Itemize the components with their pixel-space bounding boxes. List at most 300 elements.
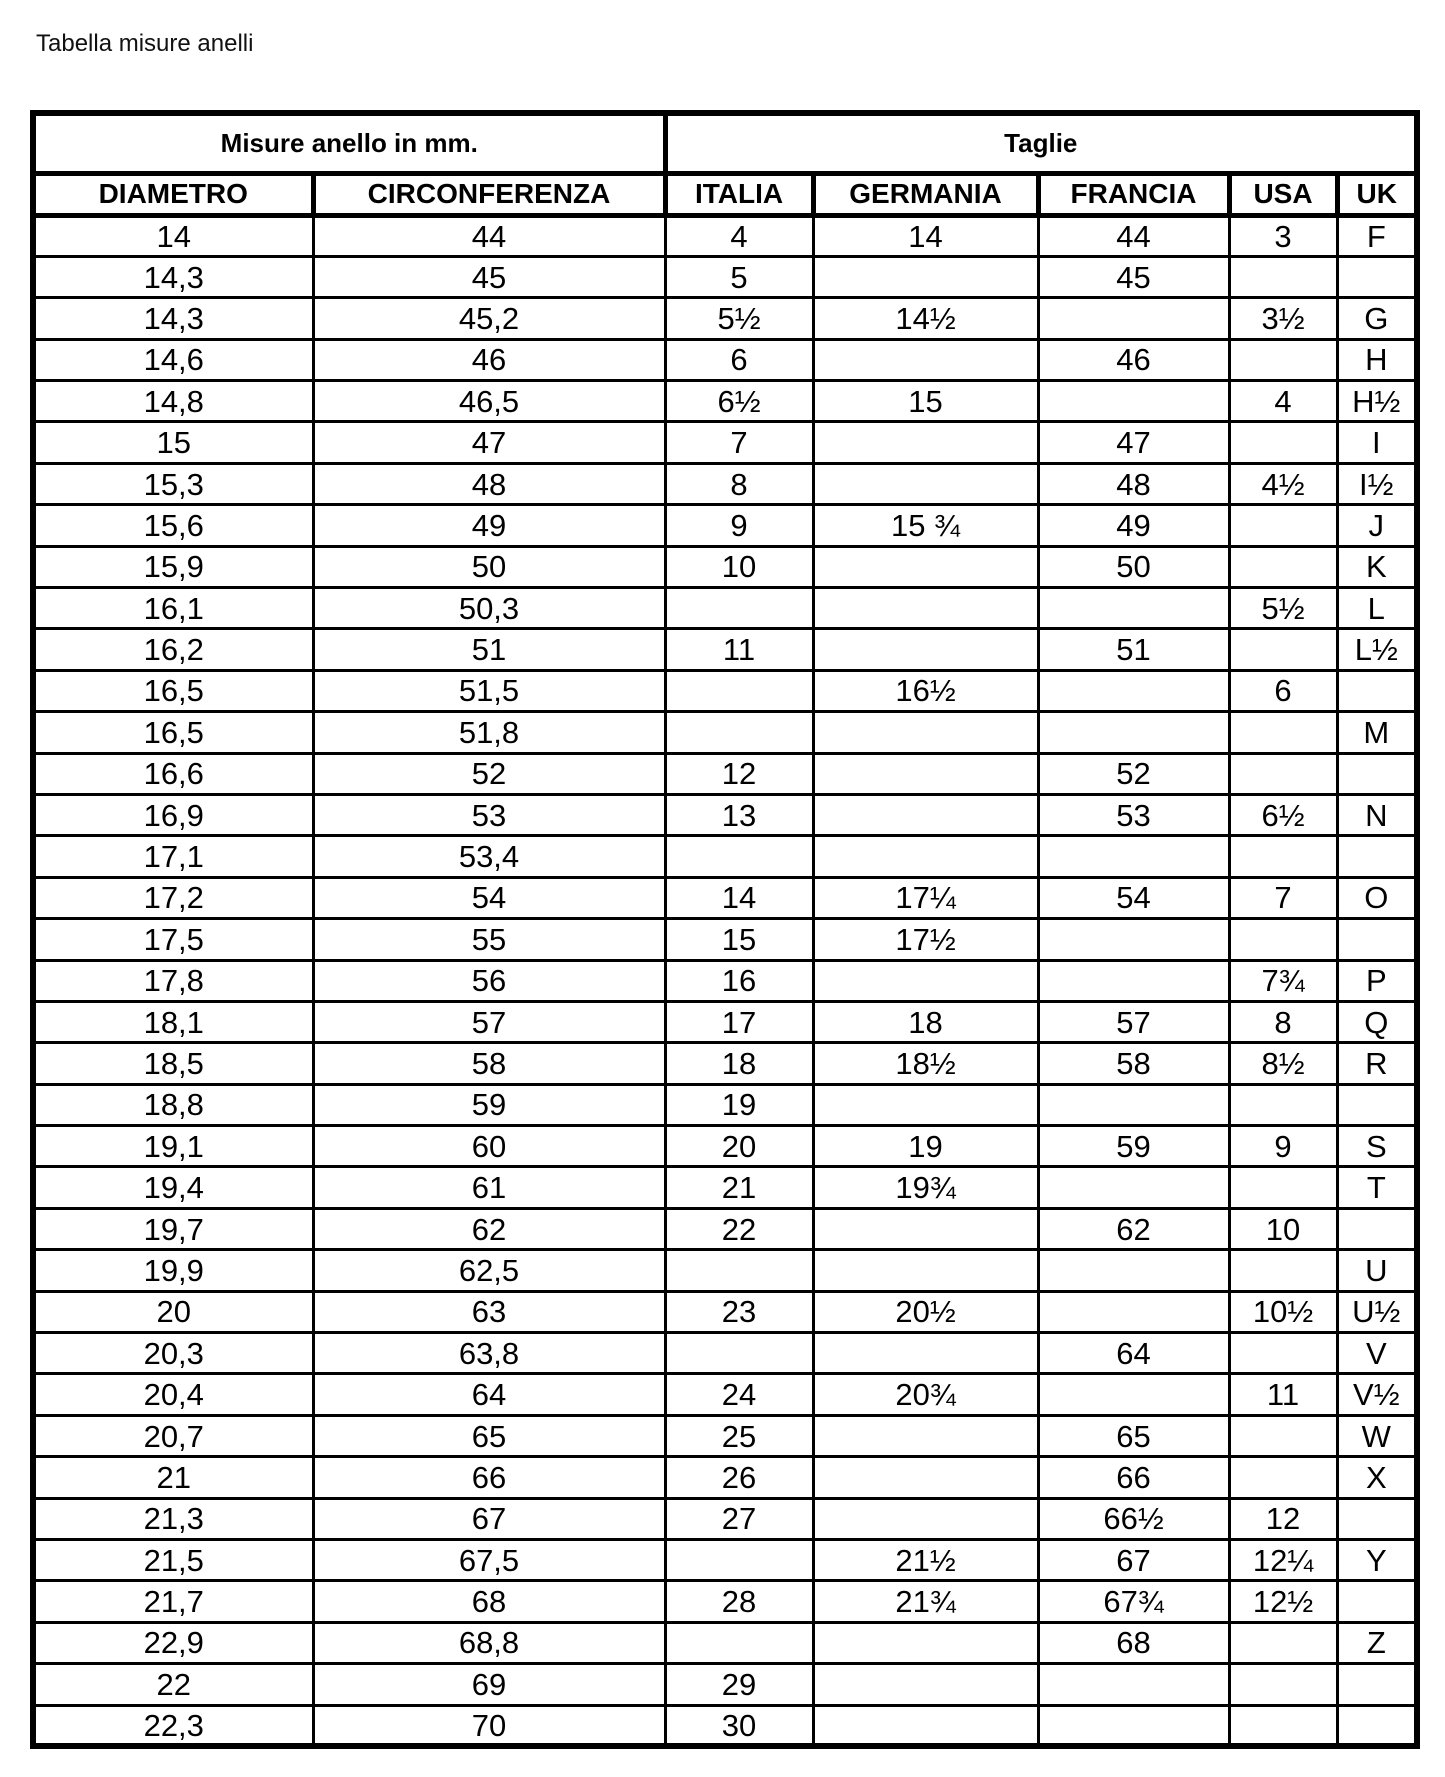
table-row	[33, 960, 1417, 1001]
table-cell: 17¼	[813, 877, 1038, 918]
table-row	[33, 1084, 1417, 1125]
table-cell: I½	[1337, 463, 1417, 504]
table-cell: 12½	[1229, 1581, 1337, 1622]
table-cell	[1337, 1581, 1417, 1622]
table-cell: 69	[313, 1664, 665, 1705]
table-cell: 16½	[813, 670, 1038, 711]
table-row	[33, 1167, 1417, 1208]
table-row	[33, 1291, 1417, 1332]
table-cell: T	[1337, 1167, 1417, 1208]
table-cell	[1038, 836, 1229, 877]
table-cell	[1337, 256, 1417, 297]
table-cell: 10	[1229, 1208, 1337, 1249]
table-cell	[813, 339, 1038, 380]
table-cell: 19	[813, 1126, 1038, 1167]
table-cell	[665, 836, 813, 877]
table-row	[33, 381, 1417, 422]
table-cell: 58	[313, 1043, 665, 1084]
table-cell: Y	[1337, 1540, 1417, 1581]
table-cell: H	[1337, 339, 1417, 380]
table-cell: 9	[1229, 1126, 1337, 1167]
ring-size-table	[30, 110, 1420, 1749]
table-row	[33, 588, 1417, 629]
table-cell: 21,3	[33, 1498, 313, 1539]
table-cell: 3½	[1229, 298, 1337, 339]
table-cell: 17,5	[33, 919, 313, 960]
table-cell	[1229, 629, 1337, 670]
table-cell: 51	[313, 629, 665, 670]
table-cell: J	[1337, 505, 1417, 546]
table-cell	[1229, 919, 1337, 960]
table-cell: 6½	[1229, 794, 1337, 835]
table-cell	[1229, 1705, 1337, 1746]
table-cell	[813, 1457, 1038, 1498]
table-cell: 49	[1038, 505, 1229, 546]
table-cell	[813, 794, 1038, 835]
table-cell	[813, 1084, 1038, 1125]
table-cell	[813, 1705, 1038, 1746]
table-cell: 16,6	[33, 753, 313, 794]
table-cell: R	[1337, 1043, 1417, 1084]
table-cell: 18,8	[33, 1084, 313, 1125]
table-cell	[665, 588, 813, 629]
table-cell: 44	[1038, 215, 1229, 256]
table-cell: 20	[665, 1126, 813, 1167]
table-cell: 19,1	[33, 1126, 313, 1167]
table-cell	[1038, 1167, 1229, 1208]
table-cell: 59	[313, 1084, 665, 1125]
table-cell	[1038, 1705, 1229, 1746]
table-cell: 50,3	[313, 588, 665, 629]
table-cell: 63,8	[313, 1333, 665, 1374]
table-cell: U½	[1337, 1291, 1417, 1332]
table-cell: 52	[1038, 753, 1229, 794]
table-cell	[1229, 1250, 1337, 1291]
table-cell: 54	[1038, 877, 1229, 918]
group-header-measures: Misure anello in mm.	[33, 113, 665, 173]
table-cell: 6	[1229, 670, 1337, 711]
table-cell	[1337, 1705, 1417, 1746]
table-cell	[813, 1415, 1038, 1456]
table-cell: 67¾	[1038, 1581, 1229, 1622]
table-cell: 53	[1038, 794, 1229, 835]
table-cell	[1337, 1208, 1417, 1249]
table-row	[33, 1664, 1417, 1705]
table-cell: 70	[313, 1705, 665, 1746]
table-cell: 21½	[813, 1540, 1038, 1581]
table-cell	[1229, 1333, 1337, 1374]
table-row	[33, 1705, 1417, 1746]
table-cell: 14,6	[33, 339, 313, 380]
table-cell: 59	[1038, 1126, 1229, 1167]
table-cell: L½	[1337, 629, 1417, 670]
table-cell: 4	[665, 215, 813, 256]
table-cell: 61	[313, 1167, 665, 1208]
table-cell: 67	[1038, 1540, 1229, 1581]
table-cell: 9	[665, 505, 813, 546]
table-cell: 19,9	[33, 1250, 313, 1291]
table-cell: 50	[313, 546, 665, 587]
table-cell: 62	[313, 1208, 665, 1249]
table-cell: 12	[665, 753, 813, 794]
table-cell: F	[1337, 215, 1417, 256]
table-cell: H½	[1337, 381, 1417, 422]
table-cell: 19¾	[813, 1167, 1038, 1208]
table-cell: 12	[1229, 1498, 1337, 1539]
table-cell: 15	[813, 381, 1038, 422]
table-cell: 62	[1038, 1208, 1229, 1249]
column-header-uk: UK	[1337, 173, 1417, 215]
table-row	[33, 794, 1417, 835]
table-cell: Z	[1337, 1622, 1417, 1663]
table-cell: 14,3	[33, 256, 313, 297]
column-header-germania: GERMANIA	[813, 173, 1038, 215]
table-cell: 65	[1038, 1415, 1229, 1456]
table-cell	[1229, 505, 1337, 546]
table-cell	[1038, 1291, 1229, 1332]
table-cell	[1229, 712, 1337, 753]
table-cell	[1038, 712, 1229, 753]
table-row	[33, 546, 1417, 587]
table-cell: 11	[1229, 1374, 1337, 1415]
table-cell: 46	[313, 339, 665, 380]
table-cell	[1229, 1457, 1337, 1498]
table-cell	[1337, 1664, 1417, 1705]
table-cell	[813, 1333, 1038, 1374]
table-cell	[1229, 546, 1337, 587]
table-cell: 17,2	[33, 877, 313, 918]
table-cell: 47	[313, 422, 665, 463]
table-row	[33, 629, 1417, 670]
table-cell	[665, 712, 813, 753]
table-cell	[1038, 1084, 1229, 1125]
table-cell	[813, 546, 1038, 587]
table-row	[33, 1250, 1417, 1291]
table-cell: 14	[813, 215, 1038, 256]
table-cell	[813, 1664, 1038, 1705]
table-cell	[813, 1208, 1038, 1249]
table-cell: 8½	[1229, 1043, 1337, 1084]
table-cell: 12¼	[1229, 1540, 1337, 1581]
table-cell: 21,7	[33, 1581, 313, 1622]
group-header-sizes: Taglie	[665, 113, 1417, 173]
table-cell: 17	[665, 1001, 813, 1042]
table-cell	[813, 1250, 1038, 1291]
table-cell: 45	[1038, 256, 1229, 297]
table-row	[33, 256, 1417, 297]
table-cell: 54	[313, 877, 665, 918]
table-cell	[1337, 670, 1417, 711]
table-cell	[1337, 753, 1417, 794]
table-cell: W	[1337, 1415, 1417, 1456]
table-cell	[1337, 836, 1417, 877]
table-cell: 45	[313, 256, 665, 297]
table-cell	[1229, 339, 1337, 380]
table-cell	[1337, 1084, 1417, 1125]
table-row	[33, 1374, 1417, 1415]
table-cell	[813, 836, 1038, 877]
table-cell: 19,7	[33, 1208, 313, 1249]
table-cell: G	[1337, 298, 1417, 339]
column-header-circonferenza: CIRCONFERENZA	[313, 173, 665, 215]
table-cell: 49	[313, 505, 665, 546]
table-cell: 6	[665, 339, 813, 380]
table-cell: 24	[665, 1374, 813, 1415]
table-cell	[1038, 1374, 1229, 1415]
table-row	[33, 463, 1417, 504]
table-cell	[1337, 1498, 1417, 1539]
table-cell: 51	[1038, 629, 1229, 670]
table-cell: 48	[313, 463, 665, 504]
table-cell	[813, 422, 1038, 463]
table-cell	[813, 588, 1038, 629]
table-row	[33, 1043, 1417, 1084]
table-row	[33, 339, 1417, 380]
table-cell	[813, 753, 1038, 794]
table-cell: 5½	[665, 298, 813, 339]
table-cell: 66	[313, 1457, 665, 1498]
table-cell: P	[1337, 960, 1417, 1001]
table-cell: 62,5	[313, 1250, 665, 1291]
table-cell: 14	[33, 215, 313, 256]
table-cell: 4	[1229, 381, 1337, 422]
table-cell: 10	[665, 546, 813, 587]
table-cell: 44	[313, 215, 665, 256]
table-row	[33, 298, 1417, 339]
table-cell: 22	[665, 1208, 813, 1249]
table-cell	[813, 463, 1038, 504]
table-row	[33, 919, 1417, 960]
table-cell	[665, 670, 813, 711]
table-cell: 56	[313, 960, 665, 1001]
table-cell: 50	[1038, 546, 1229, 587]
table-cell: 22	[33, 1664, 313, 1705]
table-cell	[665, 1250, 813, 1291]
table-cell: 58	[1038, 1043, 1229, 1084]
table-cell: 30	[665, 1705, 813, 1746]
table-cell: 19,4	[33, 1167, 313, 1208]
table-cell: 17,1	[33, 836, 313, 877]
table-cell	[813, 712, 1038, 753]
table-cell: 19	[665, 1084, 813, 1125]
table-cell: 16,2	[33, 629, 313, 670]
table-row	[33, 836, 1417, 877]
table-cell: 51,8	[313, 712, 665, 753]
table-cell: 11	[665, 629, 813, 670]
table-cell: 45,2	[313, 298, 665, 339]
table-row	[33, 1333, 1417, 1374]
table-cell: 64	[1038, 1333, 1229, 1374]
table-row	[33, 753, 1417, 794]
table-cell: K	[1337, 546, 1417, 587]
table-body	[33, 215, 1417, 1746]
table-cell: 21	[33, 1457, 313, 1498]
table-cell: 15 ¾	[813, 505, 1038, 546]
table-cell: 15,6	[33, 505, 313, 546]
table-cell	[1229, 1664, 1337, 1705]
table-cell	[1038, 381, 1229, 422]
column-header-italia: ITALIA	[665, 173, 813, 215]
table-cell: 20	[33, 1291, 313, 1332]
table-row	[33, 1126, 1417, 1167]
table-cell: 67,5	[313, 1540, 665, 1581]
table-cell	[1038, 588, 1229, 629]
table-cell: 6½	[665, 381, 813, 422]
table-cell	[1229, 1167, 1337, 1208]
table-cell: 16,1	[33, 588, 313, 629]
table-cell: 57	[313, 1001, 665, 1042]
table-cell: 53,4	[313, 836, 665, 877]
table-cell: 17,8	[33, 960, 313, 1001]
table-cell: 21¾	[813, 1581, 1038, 1622]
table-cell: 8	[665, 463, 813, 504]
table-cell	[1038, 919, 1229, 960]
column-header-francia: FRANCIA	[1038, 173, 1229, 215]
table-row	[33, 1415, 1417, 1456]
table-cell: 16,9	[33, 794, 313, 835]
table-cell: 60	[313, 1126, 665, 1167]
table-cell: 46	[1038, 339, 1229, 380]
table-cell: 67	[313, 1498, 665, 1539]
table-cell: 63	[313, 1291, 665, 1332]
table-cell: 18	[665, 1043, 813, 1084]
table-cell: S	[1337, 1126, 1417, 1167]
column-header-diametro: DIAMETRO	[33, 173, 313, 215]
table-cell: 21	[665, 1167, 813, 1208]
table-cell	[1229, 1084, 1337, 1125]
table-cell: L	[1337, 588, 1417, 629]
table-cell: 18½	[813, 1043, 1038, 1084]
table-cell	[1229, 256, 1337, 297]
table-cell: 10½	[1229, 1291, 1337, 1332]
table-row	[33, 505, 1417, 546]
table-cell: 17½	[813, 919, 1038, 960]
table-cell: 7	[665, 422, 813, 463]
table-cell: 15,9	[33, 546, 313, 587]
table-row	[33, 670, 1417, 711]
table-cell: 55	[313, 919, 665, 960]
table-cell: 14,3	[33, 298, 313, 339]
table-cell: 27	[665, 1498, 813, 1539]
table-cell: 68	[313, 1581, 665, 1622]
table-cell	[665, 1540, 813, 1581]
table-row	[33, 215, 1417, 256]
table-row	[33, 1498, 1417, 1539]
table-cell	[1229, 422, 1337, 463]
table-cell	[665, 1622, 813, 1663]
column-header-usa: USA	[1229, 173, 1337, 215]
table-cell: 23	[665, 1291, 813, 1332]
table-cell: 14	[665, 877, 813, 918]
group-header-row	[33, 113, 1417, 173]
table-cell	[1038, 1664, 1229, 1705]
table-cell	[1038, 298, 1229, 339]
table-cell: O	[1337, 877, 1417, 918]
table-cell	[813, 1622, 1038, 1663]
table-row	[33, 1457, 1417, 1498]
table-cell: 64	[313, 1374, 665, 1415]
table-cell	[1038, 670, 1229, 711]
table-cell: I	[1337, 422, 1417, 463]
table-cell	[1229, 1622, 1337, 1663]
table-cell: 65	[313, 1415, 665, 1456]
table-cell: V½	[1337, 1374, 1417, 1415]
table-cell: 15	[665, 919, 813, 960]
table-cell: 22,3	[33, 1705, 313, 1746]
table-cell: 5½	[1229, 588, 1337, 629]
table-cell: 53	[313, 794, 665, 835]
table-cell: 7¾	[1229, 960, 1337, 1001]
table-cell	[1229, 836, 1337, 877]
table-cell	[1337, 919, 1417, 960]
table-row	[33, 1208, 1417, 1249]
table-cell: 66½	[1038, 1498, 1229, 1539]
table-cell	[1229, 1415, 1337, 1456]
table-cell: 66	[1038, 1457, 1229, 1498]
column-header-row	[33, 173, 1417, 215]
table-cell: 18,5	[33, 1043, 313, 1084]
table-cell: 15	[33, 422, 313, 463]
table-cell: 52	[313, 753, 665, 794]
table-row	[33, 1001, 1417, 1042]
table-cell: 46,5	[313, 381, 665, 422]
table-cell: 20,4	[33, 1374, 313, 1415]
table-row	[33, 1622, 1417, 1663]
table-cell: U	[1337, 1250, 1417, 1291]
table-cell	[1229, 753, 1337, 794]
table-row	[33, 1540, 1417, 1581]
table-cell	[813, 960, 1038, 1001]
table-cell: 28	[665, 1581, 813, 1622]
table-cell: 16	[665, 960, 813, 1001]
table-row	[33, 877, 1417, 918]
table-cell: 14½	[813, 298, 1038, 339]
table-row	[33, 712, 1417, 753]
table-cell	[813, 1498, 1038, 1539]
table-cell: 18	[813, 1001, 1038, 1042]
table-cell: 68	[1038, 1622, 1229, 1663]
table-cell: 3	[1229, 215, 1337, 256]
table-cell: 57	[1038, 1001, 1229, 1042]
table-cell: 4½	[1229, 463, 1337, 504]
table-cell: 21,5	[33, 1540, 313, 1581]
table-cell: V	[1337, 1333, 1417, 1374]
table-cell: 22,9	[33, 1622, 313, 1663]
table-row	[33, 422, 1417, 463]
table-cell: 25	[665, 1415, 813, 1456]
table-cell: 51,5	[313, 670, 665, 711]
table-cell: N	[1337, 794, 1417, 835]
table-cell: 48	[1038, 463, 1229, 504]
table-cell: 16,5	[33, 712, 313, 753]
table-cell: 13	[665, 794, 813, 835]
table-cell: Q	[1337, 1001, 1417, 1042]
table-cell: 20½	[813, 1291, 1038, 1332]
table-cell: 29	[665, 1664, 813, 1705]
table-cell: 15,3	[33, 463, 313, 504]
table-cell: 68,8	[313, 1622, 665, 1663]
table-cell	[665, 1333, 813, 1374]
table-cell: 16,5	[33, 670, 313, 711]
table-cell	[813, 256, 1038, 297]
table-cell: 5	[665, 256, 813, 297]
table-cell	[1038, 1250, 1229, 1291]
table-header	[33, 113, 1417, 215]
page-title: Tabella misure anelli	[36, 30, 254, 57]
table-cell: 20,3	[33, 1333, 313, 1374]
table-cell: X	[1337, 1457, 1417, 1498]
table-cell: 7	[1229, 877, 1337, 918]
